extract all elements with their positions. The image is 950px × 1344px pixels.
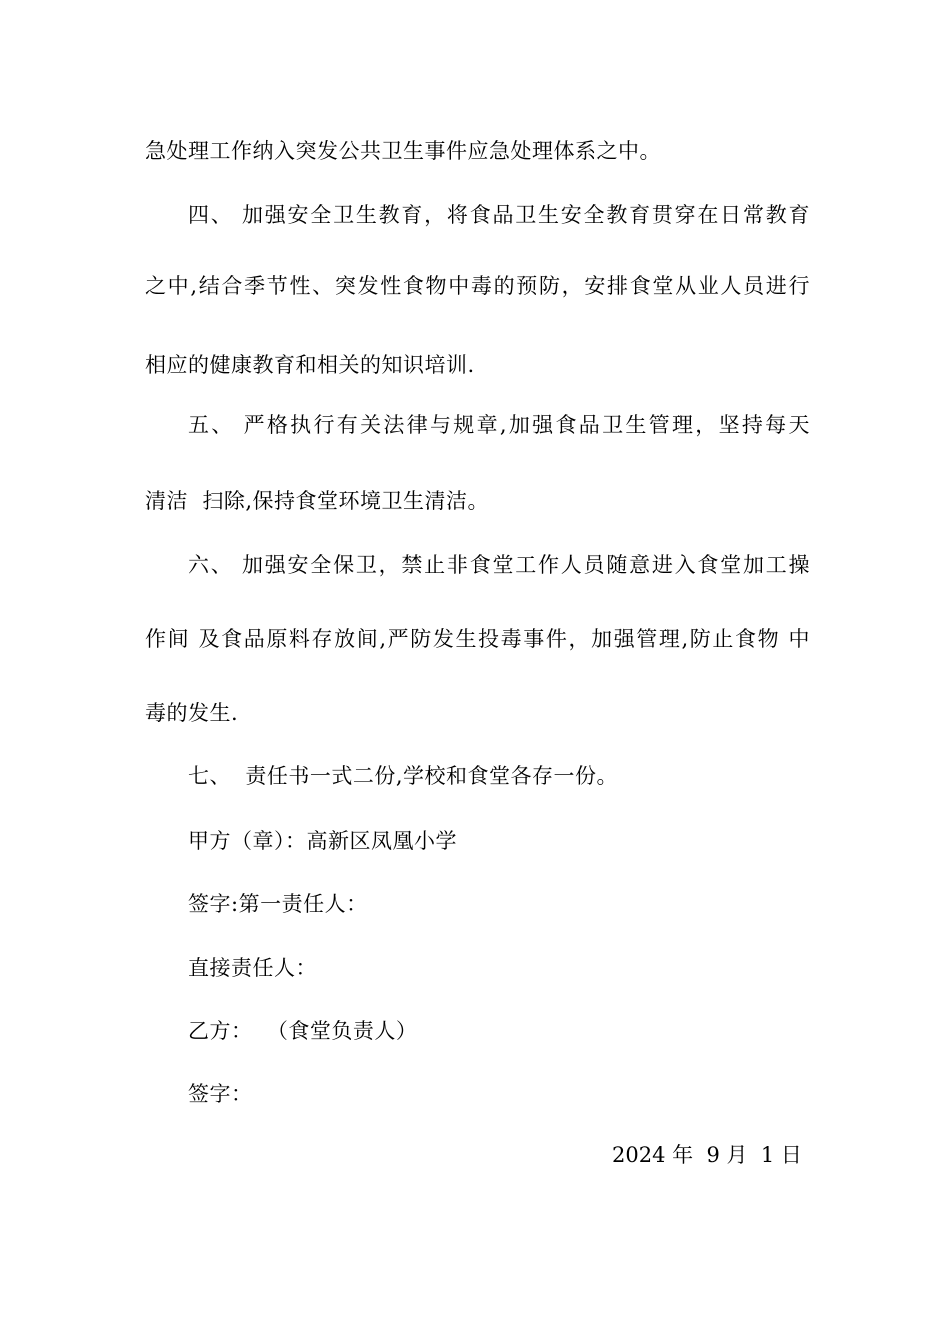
signature-line-first-responsible: 签字:第一责任人：: [188, 892, 368, 916]
document-date: 2024 年 9 月 1 日: [612, 1143, 802, 1167]
party-b-line: 乙方： （食堂负责人）: [188, 1019, 418, 1043]
paragraph-line: 相应的健康教育和相关的知识培训.: [145, 353, 475, 377]
paragraph-line: 七、 责任书一式二份,学校和食堂各存一份。: [188, 764, 619, 788]
signature-line-party-b: 签字：: [188, 1082, 253, 1106]
party-a-line: 甲方（章）：高新区凤凰小学: [188, 829, 457, 853]
paragraph-line: 急处理工作纳入突发公共卫生事件应急处理体系之中。: [145, 139, 661, 163]
paragraph-line: 毒的发生.: [145, 701, 239, 725]
paragraph-line: 之中,结合季节性、突发性食物中毒的预防，安排食堂从业人员进行: [145, 274, 810, 298]
paragraph-line: 六、 加强安全保卫，禁止非食堂工作人员随意进入食堂加工操: [188, 553, 810, 577]
paragraph-line: 作间 及食品原料存放间,严防发生投毒事件，加强管理,防止食物 中: [145, 627, 810, 651]
paragraph-line: 五、 严格执行有关法律与规章,加强食品卫生管理，坚持每天: [188, 413, 810, 437]
direct-responsible-line: 直接责任人：: [188, 956, 317, 980]
paragraph-line: 清洁 扫除,保持食堂环境卫生清洁。: [145, 489, 490, 513]
paragraph-line: 四、 加强安全卫生教育，将食品卫生安全教育贯穿在日常教育: [188, 203, 810, 227]
